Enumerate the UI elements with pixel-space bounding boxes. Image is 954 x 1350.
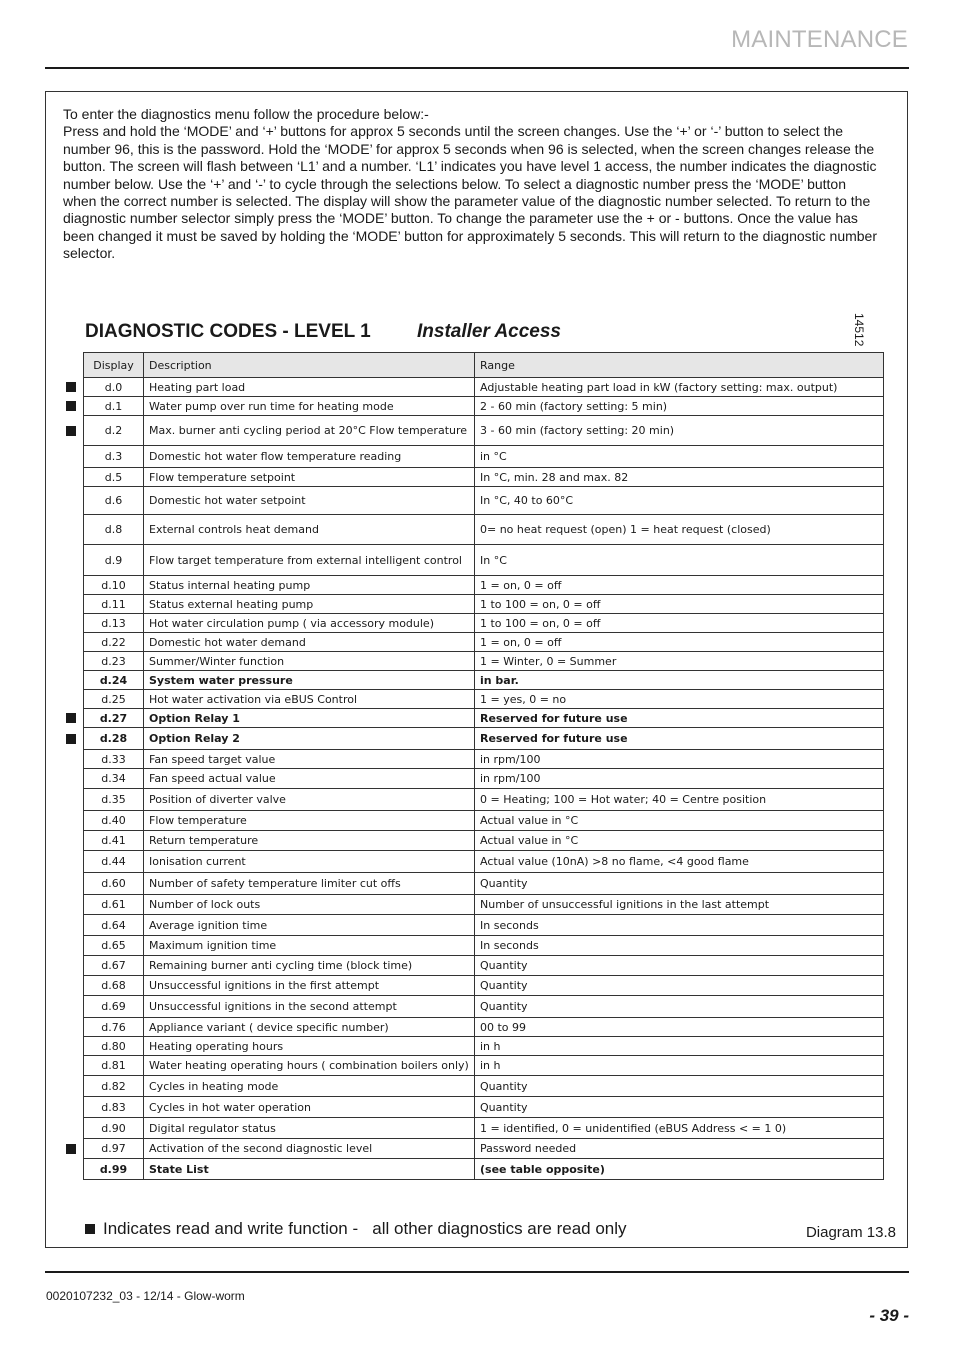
range-cell: Actual value in °C xyxy=(475,831,884,851)
code-cell: d.60 xyxy=(84,873,144,895)
code-cell: d.90 xyxy=(84,1118,144,1139)
code-cell: d.97 xyxy=(84,1139,144,1159)
range-cell: Actual value (10nA) >8 no flame, <4 good flame xyxy=(475,851,884,873)
header-range: Range xyxy=(475,353,884,378)
range-cell: 1 = on, 0 = off xyxy=(475,576,884,595)
code-cell: d.82 xyxy=(84,1076,144,1097)
table-row xyxy=(84,851,884,873)
description-cell: Flow target temperature from external intelligent control xyxy=(144,545,475,576)
table-row xyxy=(84,633,884,652)
range-cell: In seconds xyxy=(475,936,884,956)
description-cell: Flow temperature setpoint xyxy=(144,468,475,487)
code-cell: d.44 xyxy=(84,851,144,873)
code-cell: d.34 xyxy=(84,769,144,789)
diagnostic-codes-table xyxy=(83,352,884,1180)
table-row xyxy=(84,1056,884,1076)
table-row xyxy=(84,595,884,614)
table-row xyxy=(84,1037,884,1056)
range-cell: 00 to 99 xyxy=(475,1018,884,1037)
table-row xyxy=(84,811,884,831)
range-cell: In seconds xyxy=(475,915,884,936)
range-cell: in bar. xyxy=(475,671,884,690)
description-cell: Unsuccessful ignitions in the second attempt xyxy=(144,996,475,1018)
diagnostics-subtitle: Installer Access xyxy=(417,321,561,342)
table-row xyxy=(84,1097,884,1118)
table-row xyxy=(84,976,884,996)
code-cell: d.3 xyxy=(84,446,144,468)
range-cell: Quantity xyxy=(475,976,884,996)
code-cell: d.65 xyxy=(84,936,144,956)
table-row xyxy=(84,750,884,769)
table-row xyxy=(84,487,884,515)
code-cell: d.23 xyxy=(84,652,144,671)
code-cell: d.81 xyxy=(84,1056,144,1076)
range-cell: Password needed xyxy=(475,1139,884,1159)
table-row xyxy=(84,1159,884,1180)
description-cell: Option Relay 1 xyxy=(144,709,475,728)
code-cell: d.13 xyxy=(84,614,144,633)
range-cell: 0 = Heating; 100 = Hot water; 40 = Centre position xyxy=(475,789,884,811)
code-cell: d.9 xyxy=(84,545,144,576)
range-cell: Number of unsuccessful ignitions in the last attempt xyxy=(475,895,884,915)
description-cell: State List xyxy=(144,1159,475,1180)
diagram-label: Diagram 13.8 xyxy=(805,1224,896,1241)
table-row xyxy=(84,915,884,936)
code-cell: d.6 xyxy=(84,487,144,515)
description-cell: Water pump over run time for heating mode xyxy=(144,397,475,416)
range-cell: Actual value in °C xyxy=(475,811,884,831)
intro-procedure: Press and hold the ‘MODE’ and ‘+’ buttons for approx 5 seconds until the screen changes. Use the ‘+’ or ‘-’ button to select the number 96, this is the password. Hold the ‘MODE’ for approx 5 seconds when 96 is selected, when the screen changes release the button. The screen will flash between ‘L1’ and a number. ‘L1’ indicates you have level 1 access, the number indicates the diagnostic number below. Use the ‘+’ and ‘-’ to cycle through the selections below. To select a diagnostic number press the ‘MODE’ button when the correct number is selected. The display will show the parameter value of the diagnostic number selected. To return to the diagnostic number selector simply press the ‘MODE’ button. To change the parameter use the + or - buttons. Once the value has been changed it must be saved by holding the ‘MODE’ button for approximately 5 seconds. This will return to the diagnostic number selector. xyxy=(63,123,878,262)
table-header-row xyxy=(84,353,884,378)
range-cell: (see table opposite) xyxy=(475,1159,884,1180)
table-row xyxy=(84,545,884,576)
code-cell: d.1 xyxy=(84,397,144,416)
code-cell: d.35 xyxy=(84,789,144,811)
range-cell: 1 to 100 = on, 0 = off xyxy=(475,595,884,614)
read-write-marker-icon xyxy=(66,1144,76,1154)
table-row xyxy=(84,515,884,545)
table-row xyxy=(84,468,884,487)
table-row xyxy=(84,956,884,976)
read-write-marker-icon xyxy=(66,734,76,744)
description-cell: Status internal heating pump xyxy=(144,576,475,595)
footer-rule xyxy=(45,1271,909,1273)
description-cell: Return temperature xyxy=(144,831,475,851)
range-cell: in rpm/100 xyxy=(475,769,884,789)
table-row xyxy=(84,1018,884,1037)
range-cell: 1 = Winter, 0 = Summer xyxy=(475,652,884,671)
description-cell: Number of safety temperature limiter cut offs xyxy=(144,873,475,895)
code-cell: d.64 xyxy=(84,915,144,936)
description-cell: Max. burner anti cycling period at 20°C Flow temperature xyxy=(144,416,475,446)
read-write-marker-icon xyxy=(66,713,76,723)
table-row xyxy=(84,671,884,690)
description-cell: Unsuccessful ignitions in the first attempt xyxy=(144,976,475,996)
table-row xyxy=(84,709,884,728)
range-cell: 0= no heat request (open) 1 = heat request (closed) xyxy=(475,515,884,545)
table-row xyxy=(84,378,884,397)
description-cell: Position of diverter valve xyxy=(144,789,475,811)
description-cell: Heating operating hours xyxy=(144,1037,475,1056)
section-title: MAINTENANCE xyxy=(731,26,908,53)
range-cell: In °C, min. 28 and max. 82 xyxy=(475,468,884,487)
code-cell: d.80 xyxy=(84,1037,144,1056)
range-cell: Quantity xyxy=(475,1076,884,1097)
description-cell: Summer/Winter function xyxy=(144,652,475,671)
table-row xyxy=(84,1076,884,1097)
description-cell: Average ignition time xyxy=(144,915,475,936)
table-row xyxy=(84,996,884,1018)
code-cell: d.10 xyxy=(84,576,144,595)
code-cell: d.33 xyxy=(84,750,144,769)
code-cell: d.69 xyxy=(84,996,144,1018)
description-cell: Ionisation current xyxy=(144,851,475,873)
table-row xyxy=(84,895,884,915)
table-body xyxy=(84,378,884,1180)
description-cell: Hot water circulation pump ( via accessory module) xyxy=(144,614,475,633)
table-row xyxy=(84,1139,884,1159)
range-cell: In °C, 40 to 60°C xyxy=(475,487,884,515)
table-row xyxy=(84,397,884,416)
range-cell: Quantity xyxy=(475,873,884,895)
header-rule xyxy=(45,67,909,69)
description-cell: Flow temperature xyxy=(144,811,475,831)
range-cell: Quantity xyxy=(475,956,884,976)
code-cell: d.0 xyxy=(84,378,144,397)
table-row xyxy=(84,873,884,895)
description-cell: Fan speed target value xyxy=(144,750,475,769)
range-cell: Adjustable heating part load in kW (factory setting: max. output) xyxy=(475,378,884,397)
code-cell: d.22 xyxy=(84,633,144,652)
read-write-marker-icon xyxy=(66,426,76,436)
description-cell: Remaining burner anti cycling time (block time) xyxy=(144,956,475,976)
table-row xyxy=(84,416,884,446)
read-write-marker-icon xyxy=(66,401,76,411)
range-cell: in °C xyxy=(475,446,884,468)
description-cell: Fan speed actual value xyxy=(144,769,475,789)
table-row xyxy=(84,1118,884,1139)
intro-text xyxy=(63,106,883,263)
description-cell: Digital regulator status xyxy=(144,1118,475,1139)
range-cell: Quantity xyxy=(475,1097,884,1118)
code-cell: d.25 xyxy=(84,690,144,709)
read-write-marker-icon xyxy=(85,1224,95,1234)
range-cell: 1 = yes, 0 = no xyxy=(475,690,884,709)
intro-heading-line: To enter the diagnostics menu follow the procedure below:- xyxy=(63,106,429,122)
header-display: Display xyxy=(84,353,144,378)
code-cell: d.99 xyxy=(84,1159,144,1180)
code-cell: d.83 xyxy=(84,1097,144,1118)
description-cell: Heating part load xyxy=(144,378,475,397)
code-cell: d.28 xyxy=(84,728,144,750)
range-cell: Quantity xyxy=(475,996,884,1018)
description-cell: Water heating operating hours ( combination boilers only) xyxy=(144,1056,475,1076)
read-write-marker-icon xyxy=(66,382,76,392)
description-cell: External controls heat demand xyxy=(144,515,475,545)
code-cell: d.68 xyxy=(84,976,144,996)
description-cell: Number of lock outs xyxy=(144,895,475,915)
description-cell: Option Relay 2 xyxy=(144,728,475,750)
diagnostics-title: DIAGNOSTIC CODES - LEVEL 1 xyxy=(85,321,371,342)
code-cell: d.67 xyxy=(84,956,144,976)
code-cell: d.8 xyxy=(84,515,144,545)
table-row xyxy=(84,831,884,851)
table-row xyxy=(84,576,884,595)
code-cell: d.76 xyxy=(84,1018,144,1037)
description-cell: Maximum ignition time xyxy=(144,936,475,956)
description-cell: Hot water activation via eBUS Control xyxy=(144,690,475,709)
range-cell: 1 to 100 = on, 0 = off xyxy=(475,614,884,633)
description-cell: Cycles in hot water operation xyxy=(144,1097,475,1118)
range-cell: 2 - 60 min (factory setting: 5 min) xyxy=(475,397,884,416)
page-number: - 39 - xyxy=(869,1306,909,1325)
table-row xyxy=(84,690,884,709)
description-cell: Domestic hot water setpoint xyxy=(144,487,475,515)
description-cell: Status external heating pump xyxy=(144,595,475,614)
legend xyxy=(85,1219,627,1239)
legend-text: Indicates read and write function - all other diagnostics are read only xyxy=(103,1219,627,1238)
code-cell: d.61 xyxy=(84,895,144,915)
code-cell: d.41 xyxy=(84,831,144,851)
code-cell: d.5 xyxy=(84,468,144,487)
reference-number: 14512 xyxy=(852,313,866,347)
range-cell: 1 = identified, 0 = unidentified (eBUS Address < = 1 0) xyxy=(475,1118,884,1139)
table-row xyxy=(84,789,884,811)
table-row xyxy=(84,652,884,671)
description-cell: Domestic hot water demand xyxy=(144,633,475,652)
code-cell: d.40 xyxy=(84,811,144,831)
range-cell: 3 - 60 min (factory setting: 20 min) xyxy=(475,416,884,446)
description-cell: Domestic hot water flow temperature reading xyxy=(144,446,475,468)
description-cell: Activation of the second diagnostic level xyxy=(144,1139,475,1159)
table-row xyxy=(84,936,884,956)
description-cell: System water pressure xyxy=(144,671,475,690)
code-cell: d.24 xyxy=(84,671,144,690)
range-cell: In °C xyxy=(475,545,884,576)
table-row xyxy=(84,446,884,468)
document-reference: 0020107232_03 - 12/14 - Glow-worm xyxy=(46,1289,245,1303)
range-cell: in rpm/100 xyxy=(475,750,884,769)
range-cell: Reserved for future use xyxy=(475,728,884,750)
range-cell: in h xyxy=(475,1037,884,1056)
description-cell: Appliance variant ( device specific number) xyxy=(144,1018,475,1037)
table-row xyxy=(84,769,884,789)
range-cell: 1 = on, 0 = off xyxy=(475,633,884,652)
table-row xyxy=(84,614,884,633)
description-cell: Cycles in heating mode xyxy=(144,1076,475,1097)
range-cell: in h xyxy=(475,1056,884,1076)
header-description: Description xyxy=(144,353,475,378)
code-cell: d.27 xyxy=(84,709,144,728)
code-cell: d.11 xyxy=(84,595,144,614)
code-cell: d.2 xyxy=(84,416,144,446)
range-cell: Reserved for future use xyxy=(475,709,884,728)
table-row xyxy=(84,728,884,750)
